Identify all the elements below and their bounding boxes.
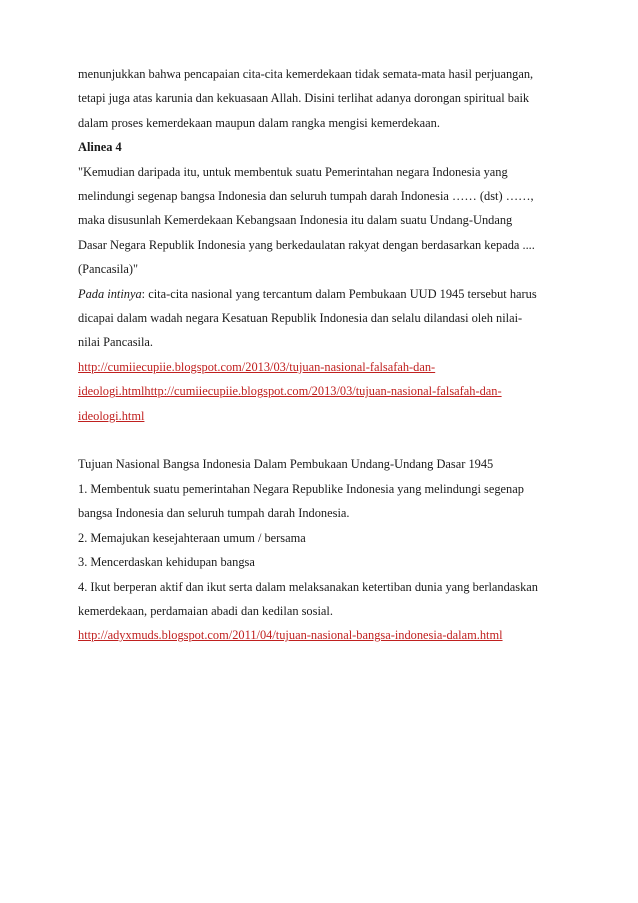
source-link-1[interactable]: ideologi.htmlhttp://cumiiecupiie.blogspot.com/2013/03/tujuan-nasional-falsafah-dan- — [78, 384, 502, 399]
source-link-2[interactable]: http://adyxmuds.blogspot.com/2011/04/tujuan-nasional-bangsa-indonesia-dalam.html — [78, 628, 503, 643]
intinya-line — [78, 282, 568, 306]
intinya-text: : cita-cita nasional yang tercantum dalam Pembukaan UUD 1945 tersebut harus — [141, 286, 537, 301]
document-page — [78, 62, 568, 648]
source-link-1[interactable]: ideologi.html — [78, 408, 145, 423]
quote-line: "Kemudian daripada itu, untuk membentuk suatu Pemerintahan negara Indonesia yang — [78, 164, 508, 179]
list-item: 3. Mencerdaskan kehidupan bangsa — [78, 555, 255, 570]
quote-line: maka disusunlah Kemerdekaan Kebangsaan Indonesia itu dalam suatu Undang-Undang — [78, 213, 513, 228]
intinya-line: dicapai dalam wadah negara Kesatuan Republik Indonesia dan selalu dilandasi oleh nilai- — [78, 311, 523, 326]
quote-line: melindungi segenap bangsa Indonesia dan seluruh tumpah darah Indonesia …… (dst) ……, — [78, 189, 534, 204]
list-item: kemerdekaan, perdamaian abadi dan kedilan sosial. — [78, 603, 333, 618]
paragraph-line: dalam proses kemerdekaan maupun dalam rangka mengisi kemerdekaan. — [78, 115, 440, 130]
list-item: 1. Membentuk suatu pemerintahan Negara Republike Indonesia yang melindungi segenap — [78, 481, 524, 496]
list-item: 2. Memajukan kesejahteraan umum / bersama — [78, 530, 306, 545]
quote-line: (Pancasila)" — [78, 262, 139, 277]
alinea-heading: Alinea 4 — [78, 140, 122, 155]
intinya-line: nilai Pancasila. — [78, 335, 154, 350]
source-link-1[interactable]: http://cumiiecupiie.blogspot.com/2013/03/tujuan-nasional-falsafah-dan- — [78, 359, 436, 374]
list-item: 4. Ikut berperan aktif dan ikut serta dalam melaksanakan ketertiban dunia yang berlandaskan — [78, 579, 538, 594]
quote-line: Dasar Negara Republik Indonesia yang berkedaulatan rakyat dengan berdasarkan kepada .... — [78, 237, 535, 252]
section-title: Tujuan Nasional Bangsa Indonesia Dalam Pembukaan Undang-Undang Dasar 1945 — [78, 457, 494, 472]
blank-line — [78, 428, 568, 452]
intinya-label: Pada intinya — [78, 286, 142, 301]
paragraph-line: menunjukkan bahwa pencapaian cita-cita kemerdekaan tidak semata-mata hasil perjuangan, — [78, 67, 534, 81]
list-item: bangsa Indonesia dan seluruh tumpah darah Indonesia. — [78, 506, 350, 521]
paragraph-line: tetapi juga atas karunia dan kekuasaan Allah. Disini terlihat adanya dorongan spiritual baik — [78, 91, 530, 106]
